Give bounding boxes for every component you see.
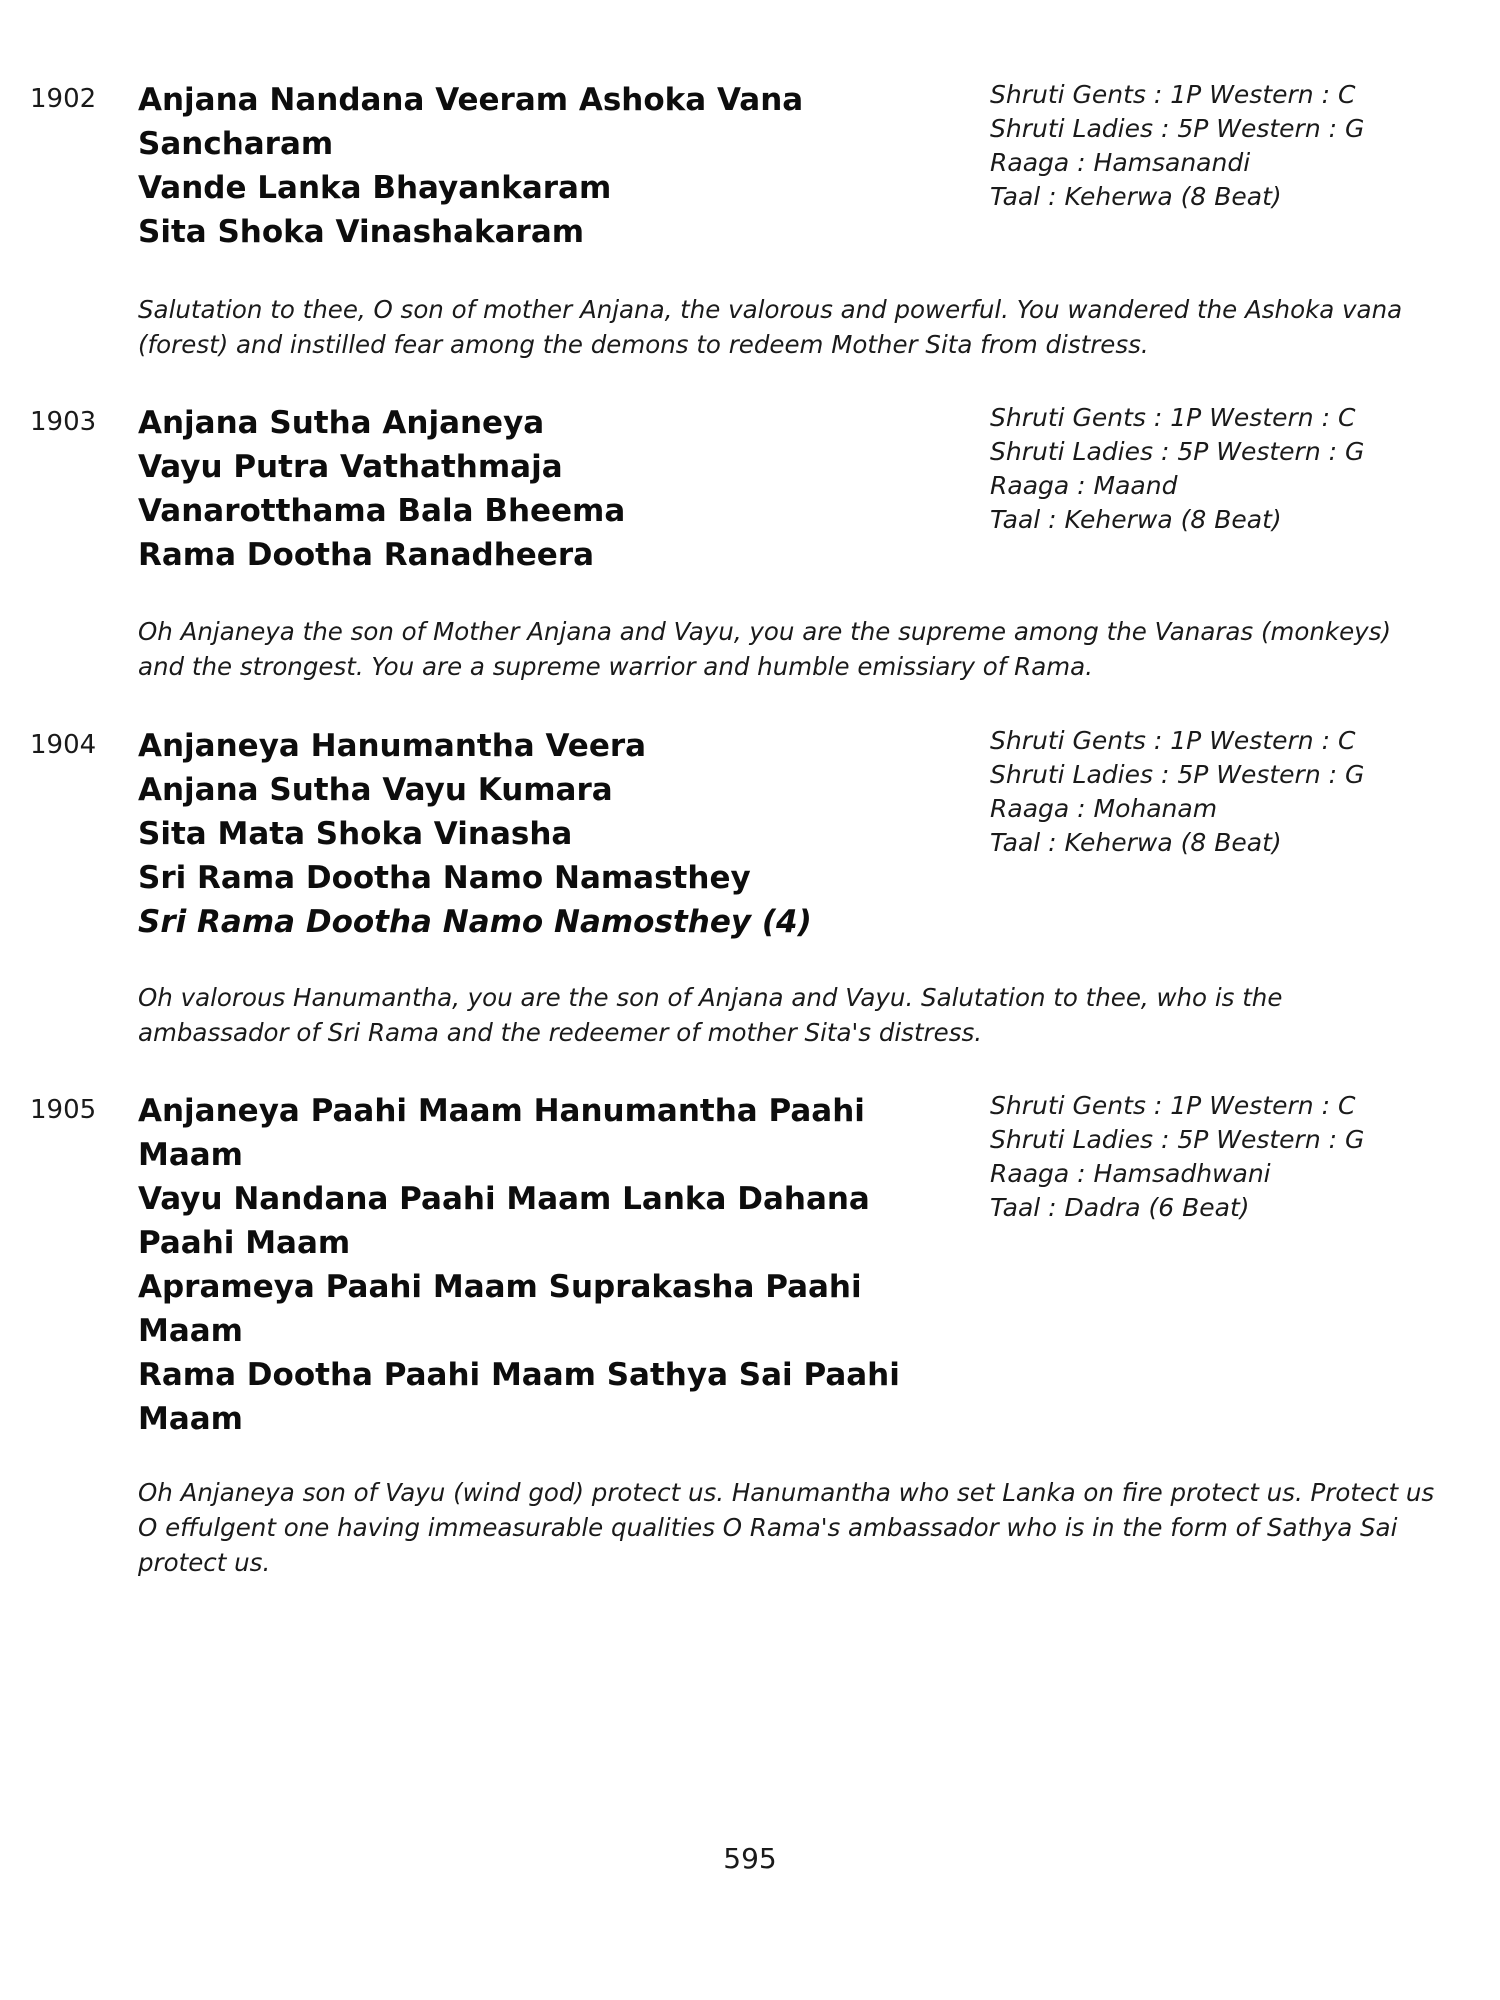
bhajan-lyrics [138, 78, 838, 254]
shruti-ladies: Shruti Ladies : 5P Western : G [990, 437, 1365, 466]
lyric-line: Sita Shoka Vinashakaram [138, 214, 585, 250]
lyric-line: Anjaneya Paahi Maam Hanumantha Paahi Maam [138, 1093, 865, 1173]
lyric-line: Vayu Putra Vathathmaja [138, 449, 563, 485]
bhajan-meta [990, 401, 1470, 537]
taal: Taal : Keherwa (8 Beat) [990, 828, 1282, 857]
bhajan-meta [990, 1089, 1470, 1225]
taal: Taal : Dadra (6 Beat) [990, 1193, 1250, 1222]
bhajan-number: 1902 [30, 84, 97, 114]
shruti-ladies: Shruti Ladies : 5P Western : G [990, 114, 1365, 143]
bhajan-lyrics [138, 401, 918, 577]
taal: Taal : Keherwa (8 Beat) [990, 182, 1282, 211]
lyric-line-repeat: Sri Rama Dootha Namo Namosthey (4) [138, 904, 812, 940]
raaga: Raaga : Maand [990, 471, 1178, 500]
lyric-line: Vande Lanka Bhayankaram [138, 170, 612, 206]
lyric-line: Rama Dootha Ranadheera [138, 537, 595, 573]
lyric-line: Vanarotthama Bala Bheema [138, 493, 626, 529]
bhajan-number: 1905 [30, 1095, 97, 1125]
lyric-line: Anjaneya Hanumantha Veera [138, 728, 647, 764]
bhajan-meaning: Oh valorous Hanumantha, you are the son of Anjana and Vayu. Salutation to thee, who is the ambassador of Sri Rama and the redeemer of mother Sita's distress. [138, 983, 1283, 1047]
shruti-gents: Shruti Gents : 1P Western : C [990, 726, 1356, 755]
bhajan-meta [990, 78, 1470, 214]
bhajan-meaning: Salutation to thee, O son of mother Anjana, the valorous and powerful. You wandered the Ashoka vana (forest) and instilled fear among the demons to redeem Mother Sita from distress. [138, 295, 1403, 359]
lyric-line: Anjana Sutha Vayu Kumara [138, 772, 613, 808]
lyric-line: Anjana Nandana Veeram Ashoka Vana Sancharam [138, 82, 804, 162]
shruti-gents: Shruti Gents : 1P Western : C [990, 80, 1356, 109]
shruti-ladies: Shruti Ladies : 5P Western : G [990, 760, 1365, 789]
shruti-gents: Shruti Gents : 1P Western : C [990, 1091, 1356, 1120]
taal: Taal : Keherwa (8 Beat) [990, 505, 1282, 534]
raaga: Raaga : Mohanam [990, 794, 1218, 823]
bhajan-number: 1904 [30, 730, 97, 760]
shruti-gents: Shruti Gents : 1P Western : C [990, 403, 1356, 432]
lyric-line: Vayu Nandana Paahi Maam Lanka Dahana Paahi Maam [138, 1181, 870, 1261]
raaga: Raaga : Hamsadhwani [990, 1159, 1271, 1188]
bhajan-lyrics [138, 1089, 928, 1441]
shruti-ladies: Shruti Ladies : 5P Western : G [990, 1125, 1365, 1154]
bhajan-meta [990, 724, 1470, 860]
raaga: Raaga : Hamsanandi [990, 148, 1251, 177]
bhajan-meaning: Oh Anjaneya son of Vayu (wind god) protect us. Hanumantha who set Lanka on fire protect us. Protect us O effulgent one having immeasurable qualities O Rama's ambassador who is in the form of Sathya Sai protect us. [138, 1478, 1435, 1577]
bhajan-lyrics [138, 724, 918, 944]
lyric-line: Anjana Sutha Anjaneya [138, 405, 545, 441]
bhajan-meaning: Oh Anjaneya the son of Mother Anjana and Vayu, you are the supreme among the Vanaras (monkeys) and the strongest. You are a supreme warrior and humble emissiary of Rama. [138, 617, 1392, 681]
lyric-line: Rama Dootha Paahi Maam Sathya Sai Paahi Maam [138, 1357, 900, 1437]
lyric-line: Sita Mata Shoka Vinasha [138, 816, 573, 852]
page-number: 595 [723, 1842, 777, 1875]
bhajan-number: 1903 [30, 407, 97, 437]
lyric-line: Aprameya Paahi Maam Suprakasha Paahi Maam [138, 1269, 862, 1349]
lyric-line: Sri Rama Dootha Namo Namasthey [138, 860, 751, 896]
